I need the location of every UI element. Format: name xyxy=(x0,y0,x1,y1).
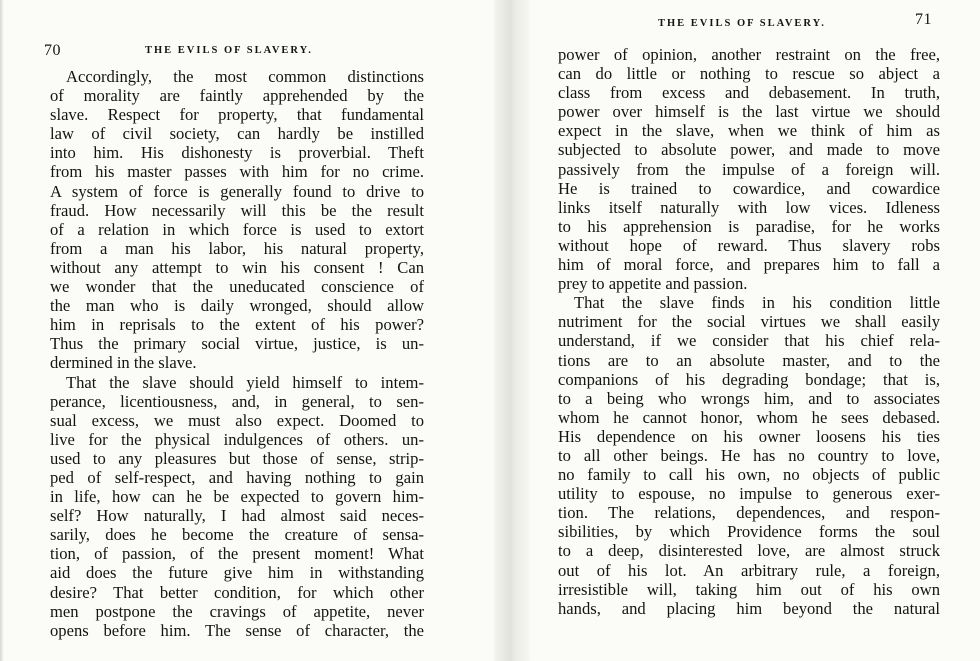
text-line: tion, of passion, of the present moment! What xyxy=(50,544,424,564)
text-line: out of his lot. An arbitrary rule, a foreign, xyxy=(558,560,940,580)
text-line: That the slave finds in his condition little xyxy=(574,293,940,313)
text-line: of morality are faintly apprehended by the xyxy=(50,86,424,106)
text-line: power over himself is the last virtue we should xyxy=(558,102,940,122)
text-line: companions of his degrading bondage; that is, xyxy=(558,369,940,389)
text-line: sibilities, by which Providence forms the soul xyxy=(558,522,940,542)
text-line: opens before him. The sense of character, the xyxy=(50,620,424,640)
text-line: He is trained to cowardice, and cowardice xyxy=(558,178,940,198)
text-line: That the slave should yield himself to intem- xyxy=(66,372,424,392)
text-line: utility to espouse, no impulse to generous exer- xyxy=(558,484,940,504)
text-line: used to any pleasures but those of sense, strip- xyxy=(50,448,424,468)
text-line: in life, how can he be expected to govern him- xyxy=(50,487,424,507)
text-line: to his apprehension is paradise, for he works xyxy=(558,216,940,236)
right-running-head: THE EVILS OF SLAVERY. xyxy=(658,18,826,29)
text-line: links itself naturally with low vices. Idleness xyxy=(558,197,940,217)
text-line: A system of force is generally found to drive to xyxy=(50,181,424,201)
text-line: sarily, does he become the creature of sensa- xyxy=(50,525,424,545)
text-line: can do little or nothing to rescue so abject a xyxy=(558,64,940,84)
text-line: fraud. How necessarily will this be the result xyxy=(50,200,424,220)
text-line: passively from the impulse of a foreign will. xyxy=(558,159,940,179)
left-page-number: 70 xyxy=(44,42,61,59)
text-line: live for the physical indulgences of others. un- xyxy=(50,429,424,449)
text-line: prey to appetite and passion. xyxy=(558,274,748,294)
text-line: subjected to absolute power, and made to move xyxy=(558,140,940,160)
text-line: from his master passes with him for no crime. xyxy=(50,162,424,182)
text-line: men postpone the cravings of appetite, never xyxy=(50,601,424,621)
text-line: we wonder that the uneducated conscience of xyxy=(50,277,424,297)
text-line: of a relation in which force is used to extort xyxy=(50,219,424,239)
text-line: desire? That better condition, for which other xyxy=(50,582,424,602)
text-line: tion. The relations, dependences, and respon- xyxy=(558,503,940,523)
text-line: irresistible will, taking him out of his own xyxy=(558,579,940,599)
text-line: power of opinion, another restraint on the free, xyxy=(558,45,940,64)
book-gutter xyxy=(494,0,530,661)
text-line: nutriment for the social virtues we shall easily xyxy=(558,312,940,332)
text-line: into him. His dishonesty is proverbial. Theft xyxy=(50,143,424,163)
text-line: tions are to an absolute master, and to the xyxy=(558,350,940,370)
text-line: to a being who wrongs him, and to associates xyxy=(558,388,940,408)
text-line: from a man his labor, his natural property, xyxy=(50,238,424,258)
text-line: slave. Respect for property, that fundamental xyxy=(50,105,424,125)
text-line: understand, if we consider that his chief rela- xyxy=(558,331,940,351)
text-line: dermined in the slave. xyxy=(50,353,197,373)
text-line: to a deep, disinterested love, are almost struck xyxy=(558,541,940,561)
left-running-head: THE EVILS OF SLAVERY. xyxy=(145,45,313,56)
text-line: law of civil society, can hardly be instilled xyxy=(50,124,424,144)
text-line: whom he cannot honor, whom he sees debased. xyxy=(558,407,940,427)
text-line: expect in the slave, when we think of him as xyxy=(558,121,940,141)
text-line: him in reprisals to the extent of his power? xyxy=(50,315,424,335)
text-line: Accordingly, the most common distinctions xyxy=(66,67,424,86)
text-line: without any attempt to win his consent ! Can xyxy=(50,257,424,277)
text-line: ped of self-respect, and having nothing to gain xyxy=(50,467,424,487)
text-line: without hope of reward. Thus slavery robs xyxy=(558,235,940,255)
text-line: no family to call his own, no objects of public xyxy=(558,465,940,485)
text-line: hands, and placing him beyond the natural xyxy=(558,598,940,618)
text-line: class from excess and debasement. In truth, xyxy=(558,83,940,103)
text-line: aid does the future give him in withstanding xyxy=(50,563,424,583)
text-line: sual excess, we must also expect. Doomed to xyxy=(50,410,424,430)
right-page-number: 71 xyxy=(915,11,932,28)
text-line: perance, licentiousness, and, in general, to sen- xyxy=(50,391,424,411)
right-page-text xyxy=(558,45,940,618)
text-line: him of moral force, and prepares him to fall a xyxy=(558,255,940,275)
text-line: to all other beings. He has no country to love, xyxy=(558,445,940,465)
left-page-text xyxy=(50,67,424,640)
right-page xyxy=(530,0,980,661)
text-line: Thus the primary social virtue, justice, is un- xyxy=(50,334,424,354)
text-line: self? How naturally, I had almost said neces- xyxy=(50,506,424,526)
text-line: the man who is daily wronged, should allow xyxy=(50,296,424,316)
text-line: His dependence on his owner loosens his ties xyxy=(558,426,940,446)
